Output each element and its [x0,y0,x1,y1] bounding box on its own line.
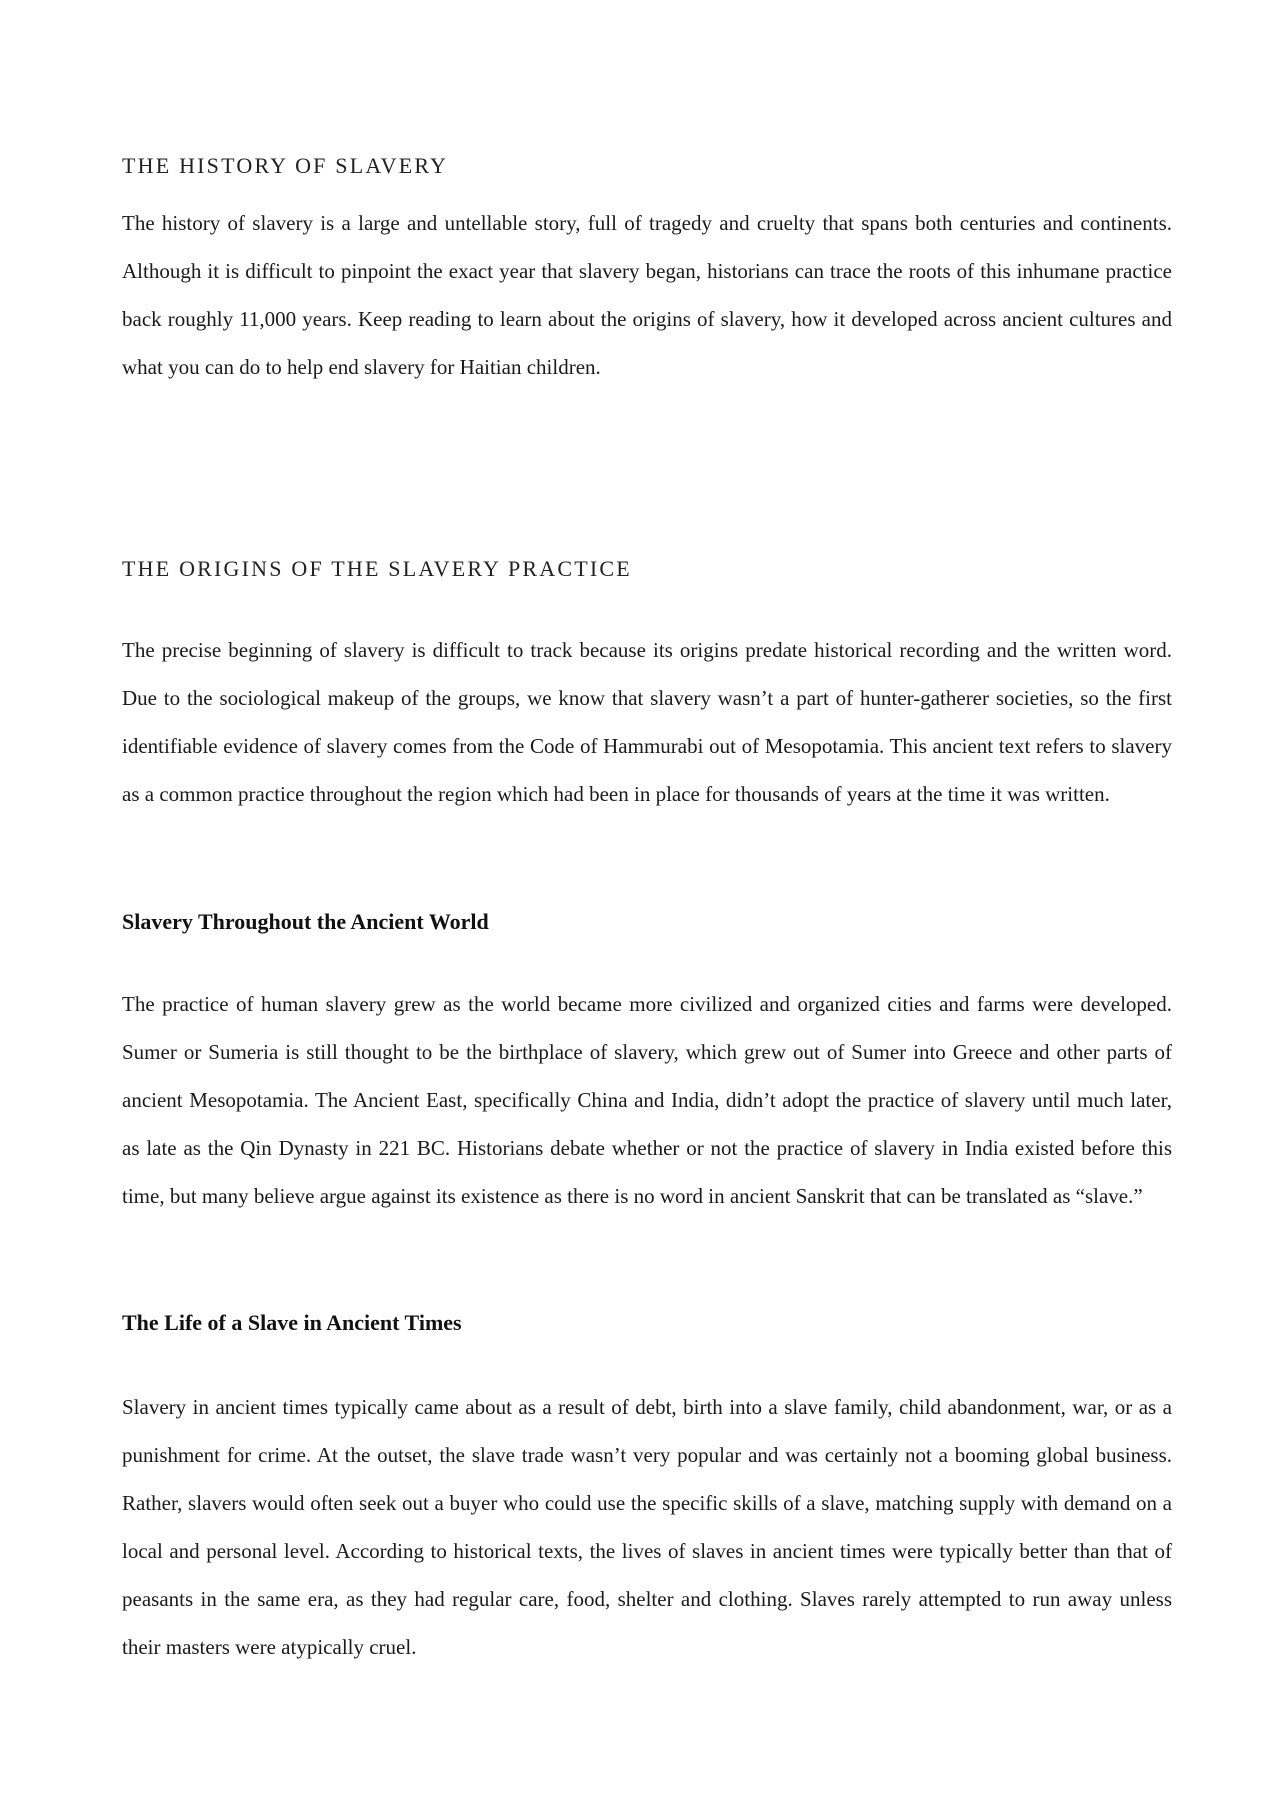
intro-paragraph: The history of slavery is a large and untellable story, full of tragedy and cruelty that spans both centuries and continents. Although it is difficult to pinpoint the exact year that slavery began, historians can trace the roots of this inhumane practice back roughly 11,000 years. Keep reading to learn about the origins of slavery, how it developed across ancient cultures and what you can do to help end slavery for Haitian children. [122,211,1172,379]
ancient-world-paragraph: The practice of human slavery grew as the world became more civilized and organized cities and farms were developed. Sumer or Sumeria is still thought to be the birthplace of slavery, which grew out of Sumer into Greece and other parts of ancient Mesopotamia. The Ancient East, specifically China and India, didn’t adopt the practice of slavery until much later, as late as the Qin Dynasty in 221 BC. Historians debate whether or not the practice of slavery in India existed before this time, but many believe argue against its existence as there is no word in ancient Sanskrit that can be translated as “slave.” [122,992,1172,1208]
subheading-life-of-slave: The Life of a Slave in Ancient Times [122,1310,462,1335]
origins-paragraph: The precise beginning of slavery is difficult to track because its origins predate historical recording and the written word. Due to the sociological makeup of the groups, we know that slavery wasn’t a part of hunter-gatherer societies, so the first identifiable evidence of slavery comes from the Code of Hammurabi out of Mesopotamia. This ancient text refers to slavery as a common practice throughout the region which had been in place for thousands of years at the time it was written. [122,638,1172,806]
section-heading-origins: THE ORIGINS OF THE SLAVERY PRACTICE [122,556,632,581]
life-of-slave-paragraph: Slavery in ancient times typically came about as a result of debt, birth into a slave family, child abandonment, war, or as a punishment for crime. At the outset, the slave trade wasn’t very popular and was certainly not a booming global business. Rather, slavers would often seek out a buyer who could use the specific skills of a slave, matching supply with demand on a local and personal level. According to historical texts, the lives of slaves in ancient times were typically better than that of peasants in the same era, as they had regular care, food, shelter and clothing. Slaves rarely attempted to run away unless their masters were atypically cruel. [122,1395,1172,1659]
subheading-ancient-world: Slavery Throughout the Ancient World [122,909,489,934]
section-heading-history: THE HISTORY OF SLAVERY [122,153,449,178]
